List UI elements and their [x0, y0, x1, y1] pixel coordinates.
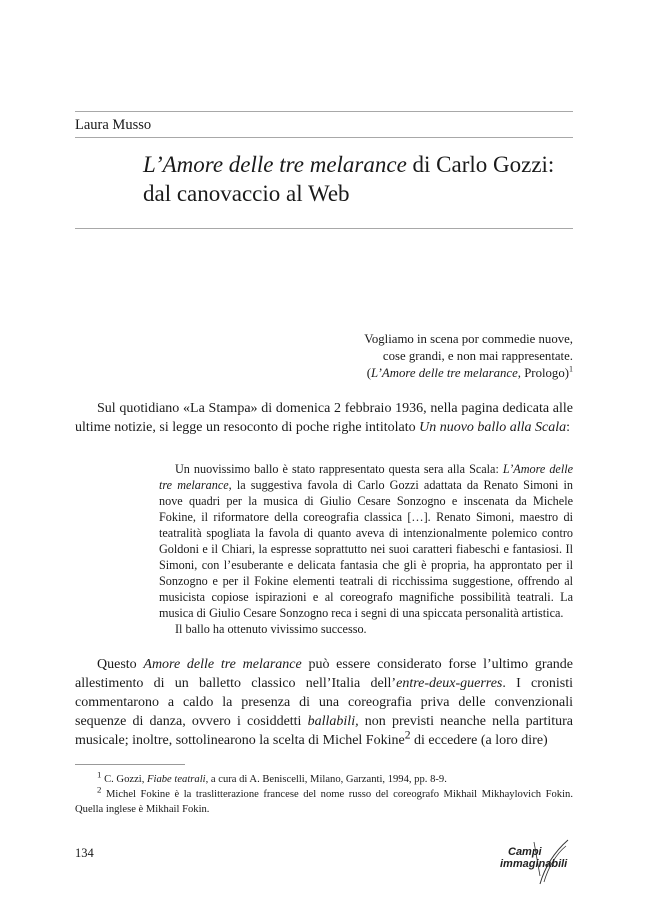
- quote-p2: Il ballo ha ottenuto vivissimo successo.: [175, 622, 367, 636]
- epigraph-source-rest: , Prologo): [517, 366, 569, 380]
- publisher-logo: [500, 836, 580, 886]
- para1-italic: Un nuovo ballo alla Scala: [419, 420, 567, 435]
- footnote-2-number: 2: [97, 784, 102, 795]
- epigraph-line2: cose grandi, e non mai rappresentate.: [382, 349, 573, 363]
- quote-p1-b: la suggestiva favola di Carlo Gozzi adattata da Renato Simoni in nove quadri per la musica di Giulio Cesare Sonzogno e inscenata da Michele Fokine, il riformatore della coreografia classica […]. Renato Simoni, maestro di teatralità spogliata la favola di quanto aveva di intenzionalmente polemico contro Goldoni e il Chiari, la espresse soprattutto nei suoi caratteri fiabeschi e fantasiosi. Il Simoni, con l’esuberante e delicata fantasia che gli è propria, ha approntato per il Sonzogno e per il Fokine elementi teatrali di ricchissima suggestione, offrendo al musicista copiose ispirazioni e al coreografo magnifiche possibilità teatrali. La musica di Giulio Cesare Sonzogno reca i segni di una spiccata personalità artistica.: [159, 478, 574, 620]
- para2-d: non previsti neanche nella partitura musicale; inoltre, sottolinearono la scelta di Michel Fokine: [75, 714, 573, 748]
- footnote-1: [75, 769, 573, 787]
- footnote-ref-2: 2: [404, 728, 411, 742]
- article-title: [143, 150, 583, 208]
- body-paragraph-2: [75, 655, 573, 750]
- para2-italic2: entre-deux-guerres: [396, 676, 503, 691]
- epigraph-paren: (: [366, 366, 372, 380]
- para1-text: Sul quotidiano «La Stampa» di domenica 2 febbraio 1936, nella pagina dedicata alle ultime notizie, si legge un resoconto di poche righe intitolato: [75, 401, 573, 435]
- footnote-2: [75, 784, 573, 817]
- footnote-1-text-a: C. Gozzi,: [101, 774, 148, 785]
- para1-end: :: [566, 420, 570, 435]
- epigraph-line1: Vogliamo in scena por commedie nuove,: [364, 332, 573, 346]
- title-italic-part: L’Amore delle tre melarance: [143, 152, 407, 177]
- footnote-2-text: Michel Fokine è la traslitterazione francese del nome russo del coreografo Mikhail Mikhaylovich Fokin. Quella inglese è Mikhail Fokin.: [75, 789, 573, 815]
- header-rule-bottom: [75, 137, 573, 138]
- para2-c: . I cronisti commentarono a caldo la presenza di una coreografia priva delle convenzionali sequenze di danza, ovvero i cosiddetti: [75, 676, 573, 729]
- title-rule: [75, 228, 573, 229]
- quote-p1-italic: L’Amore delle tre melarance,: [159, 462, 574, 492]
- body-paragraph-1: [75, 399, 573, 437]
- para2-e: di eccedere (a loro dire): [410, 733, 548, 748]
- footnote-1-italic: Fiabe teatrali: [147, 774, 206, 785]
- para2-a: Questo: [97, 657, 144, 672]
- logo-line2: immaginabili: [500, 858, 568, 870]
- footnote-ref-1: 1: [569, 364, 573, 374]
- epigraph-source: [364, 365, 573, 382]
- para2-b: può essere considerato forse l’ultimo grande allestimento di un balletto classico nell’Italia dell’: [75, 657, 573, 691]
- footnote-1-number: 1: [97, 769, 102, 780]
- running-head-author: Laura Musso: [75, 117, 152, 133]
- logo-line1: Campi: [508, 846, 542, 858]
- footnotes: [75, 769, 573, 817]
- footnote-1-text-b: , a cura di A. Beniscelli, Milano, Garzanti, 1994, pp. 8-9.: [205, 774, 447, 785]
- para2-italic1: Amore delle tre melarance: [143, 657, 302, 672]
- header-rule-top: [75, 111, 573, 112]
- epigraph: [364, 331, 573, 382]
- quote-p1-a: Un nuovissimo ballo è stato rappresentato questa sera alla Scala:: [175, 462, 503, 476]
- para2-italic3: ballabili,: [307, 714, 359, 729]
- title-rest: di Carlo Gozzi:: [406, 152, 555, 177]
- footnote-rule: [75, 764, 185, 765]
- block-quote: [159, 461, 573, 637]
- epigraph-source-title: L’Amore delle tre melarance: [371, 366, 518, 380]
- title-line2: dal canovaccio al Web: [143, 181, 350, 206]
- page-number: 134: [75, 846, 94, 860]
